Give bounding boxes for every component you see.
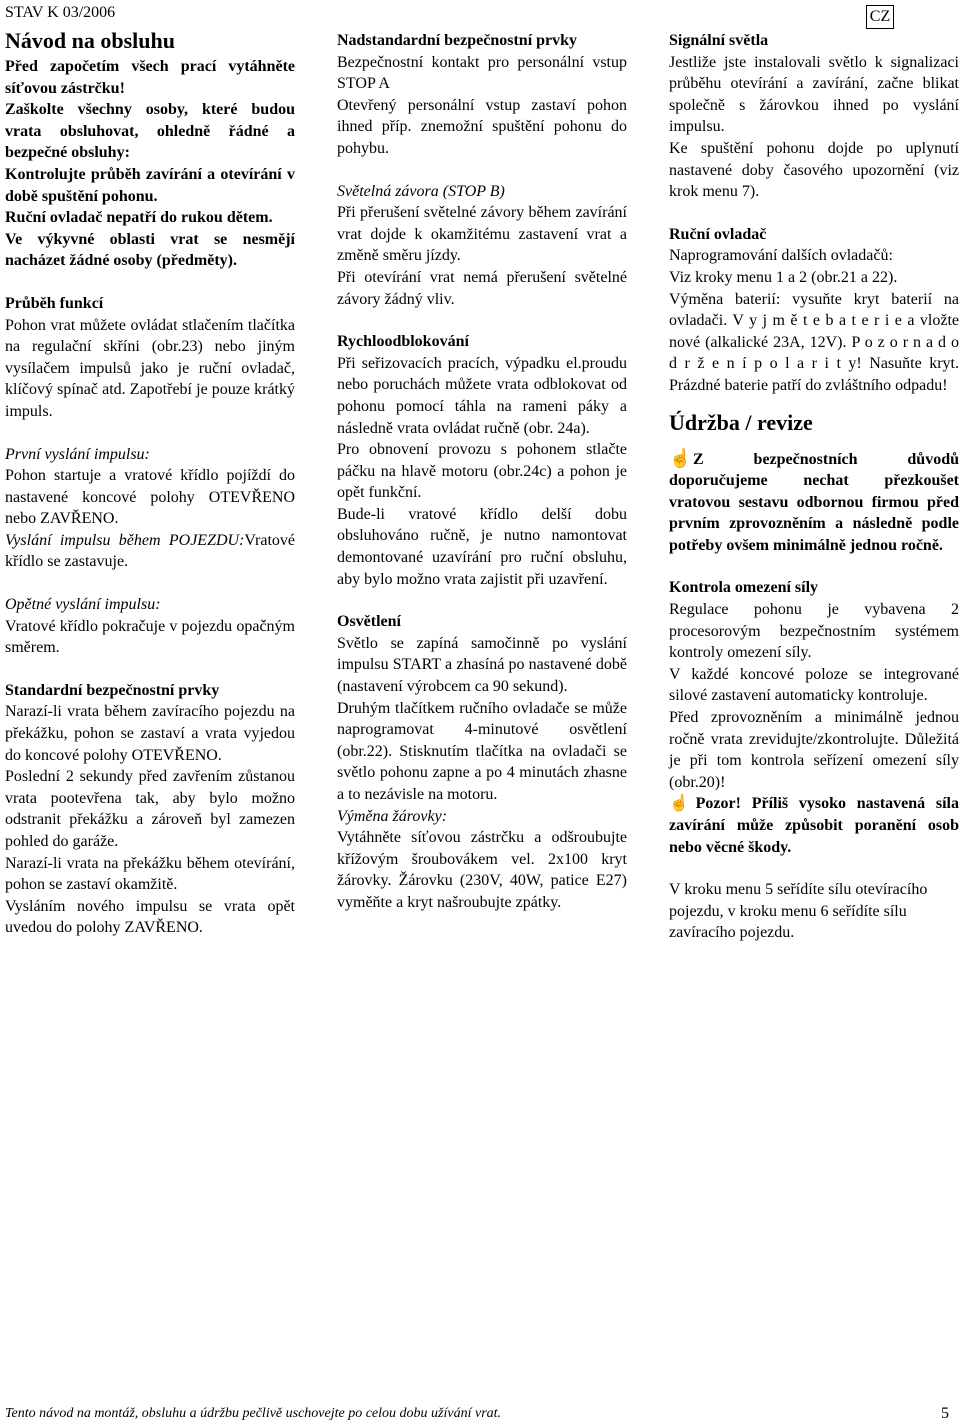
paragraph: Viz kroky menu 1 a 2 (obr.21 a 22).	[669, 268, 898, 286]
safety-instruction: Ruční ovladač nepatří do rukou dětem.	[5, 209, 273, 227]
text: Z bezpečnostních důvodů doporučujeme nechat přezkoušet vratovou sestavu odbornou firmou před prvním zprovozněním a následně podle potřeby ovšem minimálně jednou ročně.	[669, 450, 959, 554]
section-heading-lighting: Osvětlení	[337, 613, 401, 631]
footer-note	[5, 1405, 955, 1423]
maintenance-notice	[669, 449, 959, 557]
pointing-hand-icon: ☝	[669, 795, 696, 813]
paragraph: Poslední 2 sekundy před zavřením zůstanou vrata pootevřena tak, aby bylo možno odstranit překážku a zároveň byl zamezen pohled do garáže.	[5, 768, 295, 850]
section-heading-functions: Průběh funkcí	[5, 294, 104, 312]
paragraph: Před zprovozněním a minimálně jednou ročně vrata zrevidujte/zkontrolujte. Důležitá je při tom kontrola seřízení omezení síly (obr.20)!	[669, 709, 959, 791]
paragraph: Regulace pohonu je vybavena 2 procesorovým bezpečnostním systémem kontroly omezení síly.	[669, 601, 959, 662]
text: Vratové křídlo se zastavuje.	[5, 531, 295, 571]
paragraph: Naprogramování dalších ovladačů:	[669, 247, 893, 265]
force-warning	[669, 793, 959, 858]
paragraph: V kroku menu 5 seřídíte sílu otevíracího pojezdu, v kroku menu 6 seřídíte sílu zavíracího pojezdu.	[669, 881, 928, 942]
page-title: Návod na obsluhu	[5, 28, 175, 53]
subheading: Vyslání impulsu během POJEZDU:	[5, 531, 245, 549]
document-id: STAV K 03/2006	[5, 4, 116, 21]
paragraph: Výměna baterií: vysuňte kryt baterií na ovladači. V y j m ě t e b a t e r i e a vložte nové (alkalické 23A, 12V). P o z o r n a d o d r ž e n í p o l a r i t y! Nasuňte kryt. Prázdné baterie patří do zvláštního odpadu!	[669, 290, 959, 394]
subheading: Opětné vyslání impulsu:	[5, 596, 161, 614]
paragraph: Vytáhněte síťovou zástrčku a odšroubujte křížovým šroubovákem vel. 2x100 kryt žárovky. Žárovku (230V, 40W, patice E27) vyměňte a kryt našroubujte zpátky.	[337, 829, 627, 911]
paragraph: Bezpečnostní kontakt pro personální vstup STOP A	[337, 53, 627, 93]
pre-warning: Před započetím všech prací vytáhněte síťovou zástrčku!	[5, 58, 295, 97]
paragraph: Při seřizovacích pracích, výpadku el.proudu nebo poruchách můžete vrata odblokovat od pohonu pomocí táhla na rameni páky a následně vrata ovládat ručně (obr. 24a).	[337, 354, 627, 437]
column-left	[5, 0, 295, 939]
section-heading-maintenance: Údržba / revize	[669, 409, 813, 435]
safety-instruction: Zaškolte všechny osoby, které budou vrata obsluhovat, ohledně řádné a bezpečné obsluhy:	[5, 101, 295, 162]
paragraph: Pro obnovení provozu s pohonem stlačte páčku na hlavě motoru (obr.24c) a pohon je opět funkční.	[337, 441, 627, 502]
paragraph: Při přerušení světelné závory během zavírání vrat dojde k okamžitému zastavení vrat a změně směru jízdy.	[337, 204, 627, 265]
paragraph: Ke spuštění pohonu dojde po uplynutí nastavené doby časového upozornění (viz krok menu 7).	[669, 139, 959, 201]
paragraph: V každé koncové poloze se integrované silové zastavení automaticky kontroluje.	[669, 665, 959, 705]
column-right	[669, 30, 959, 944]
paragraph-during	[5, 530, 295, 573]
paragraph: Narazí-li vrata během zavíracího pojezdu na překážku, pohon se zastaví a vrata vyjedou do koncové polohy OTEVŘENO.	[5, 703, 295, 764]
paragraph: Jestliže jste instalovali světlo k signalizaci průběhu otevírání a zavírání, začne blikat společně s žárovkou ihned po vyslání impulsu.	[669, 53, 959, 136]
paragraph: Světlo se zapíná samočinně po vyslání impulsu START a zhasíná po nastavené době (nastavení výrobcem ca 90 sekund).	[337, 634, 627, 696]
subheading: Světelná závora (STOP B)	[337, 182, 505, 200]
section-heading-extra-safety: Nadstandardní bezpečnostní prvky	[337, 32, 578, 49]
section-heading-remote: Ruční ovladač	[669, 225, 767, 243]
section-heading-force-limit: Kontrola omezení síly	[669, 579, 819, 597]
safety-instruction: Kontrolujte průběh zavírání a otevírání v době spuštění pohonu.	[5, 165, 295, 205]
column-middle	[337, 30, 627, 914]
paragraph: Narazí-li vrata na překážku během otevírání, pohon se zastaví okamžitě.	[5, 854, 295, 894]
paragraph: Při otevírání vrat nemá přerušení světelné závory žádný vliv.	[337, 268, 627, 308]
paragraph: Pohon startuje a vratové křídlo pojíždí do nastavené koncové polohy OTEVŘENO nebo ZAVŘENO.	[5, 467, 295, 528]
paragraph: Druhým tlačítkem ručního ovladače se může naprogramovat 4-minutové osvětlení (obr.22). Stisknutím tlačítka na ovladači se světlo pohonu zapne a po 4 minutách zhasne a to nezávisle na motoru.	[337, 699, 627, 803]
paragraph: Vysláním nového impulsu se vrata opět uvedou do polohy ZAVŘENO.	[5, 897, 295, 937]
subheading: Výměna žárovky:	[337, 807, 448, 825]
section-heading-signal-lights: Signální světla	[669, 32, 769, 49]
section-heading-quick-release: Rychloodblokování	[337, 333, 469, 351]
paragraph: Otevřený personální vstup zastaví pohon ihned příp. znemožní spuštění pohonu do pohybu.	[337, 96, 627, 157]
paragraph: Vratové křídlo pokračuje v pojezdu opačným směrem.	[5, 617, 295, 657]
footer-text: Tento návod na montáž, obsluhu a údržbu pečlivě uschovejte po celou dobu užívání vrat.	[5, 1406, 502, 1421]
section-heading-standard-safety: Standardní bezpečnostní prvky	[5, 681, 220, 699]
page-number: 5	[941, 1405, 949, 1422]
subheading: První vyslání impulsu:	[5, 445, 150, 463]
language-badge: CZ	[866, 5, 894, 29]
text: Pozor! Příliš vysoko nastavená síla zavírání může způsobit poranění osob nebo věcné škody.	[669, 795, 960, 856]
safety-instruction: Ve výkyvné oblasti vrat se nesmějí nacházet žádné osoby (předměty).	[5, 230, 295, 270]
paragraph: Pohon vrat můžete ovládat stlačením tlačítka na regulační skříni (obr.23) nebo jiným vysílačem impulsů jako je ruční ovladač, klíčový spínač atd. Zapotřebí je pouze krátký impuls.	[5, 316, 295, 420]
pointing-hand-icon: ☝	[669, 447, 692, 468]
paragraph: Bude-li vratové křídlo delší dobu obsluhováno ručně, je nutno namontovat demontované uzavírání pro ruční obsluhu, aby bylo možno vrata zajistit při uzavření.	[337, 505, 627, 588]
